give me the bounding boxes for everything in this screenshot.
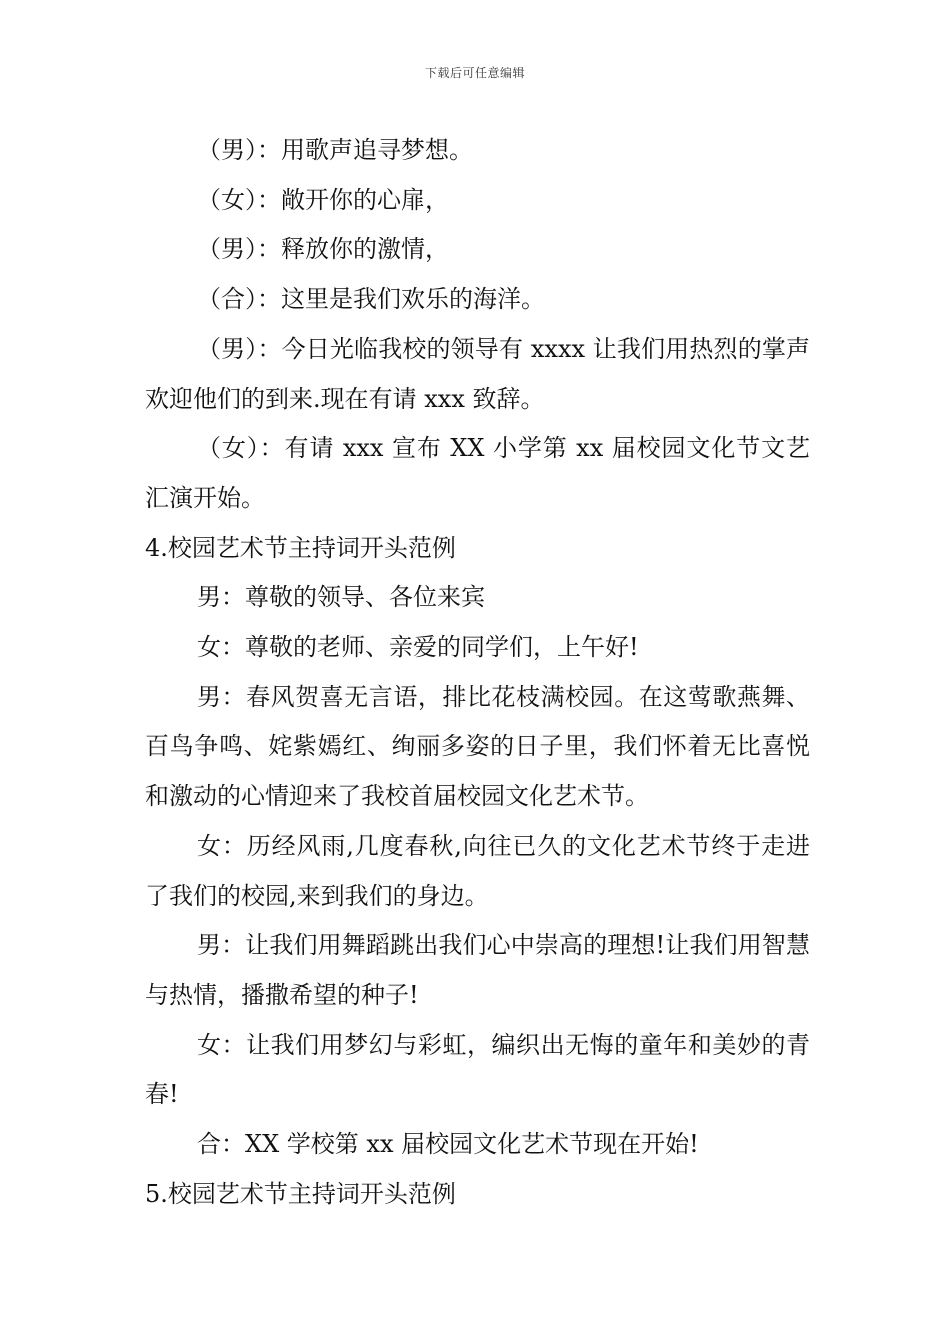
- dialogue-line-male: （男）：释放你的激情，: [197, 235, 449, 264]
- dialogue-line-male: 男：让我们用舞蹈跳出我们心中崇高的理想!让我们用智慧与热情，播撒希望的种子!: [145, 931, 810, 1009]
- dialogue-line-female: 女：历经风雨,几度春秋,向往已久的文化艺术节终于走进了我们的校园,来到我们的身边。: [145, 831, 810, 910]
- page-header: 下载后可任意编辑: [424, 66, 525, 80]
- dialogue-line-together: （合）：这里是我们欢乐的海洋。: [197, 285, 545, 314]
- dialogue-line-male: 男：春风贺喜无言语，排比花枝满校园。在这莺歌燕舞、百鸟争鸣、姹紫嫣红、绚丽多姿的日子里，我们怀着无比喜悦和激动的心情迎来了我校首届校园文化艺术节。: [145, 682, 810, 811]
- dialogue-line-female: （女）：有请 xxx 宣布 XX 小学第 xx 届校园文化节文艺汇演开始。: [145, 434, 810, 512]
- dialogue-line-male: （男）：用歌声追寻梦想。: [197, 136, 473, 164]
- dialogue-line-female: 女：让我们用梦幻与彩虹，编织出无悔的童年和美妙的青春!: [145, 1030, 810, 1109]
- section-heading: 4.校园艺术节主持词开头范例: [145, 533, 456, 562]
- document-body: [145, 126, 810, 1219]
- dialogue-line-male: 男：尊敬的领导、各位来宾: [197, 583, 485, 612]
- section-heading: 5.校园艺术节主持词开头范例: [145, 1179, 456, 1208]
- dialogue-line-female: 女：尊敬的老师、亲爱的同学们，上午好!: [197, 633, 639, 662]
- dialogue-line-female: （女）：敞开你的心扉，: [197, 185, 449, 214]
- dialogue-line-together: 合：XX 学校第 xx 届校园文化艺术节现在开始!: [197, 1130, 699, 1159]
- dialogue-line-male: （男）：今日光临我校的领导有 xxxx 让我们用热烈的掌声欢迎他们的到来.现在有请 xxx 致辞。: [145, 334, 810, 413]
